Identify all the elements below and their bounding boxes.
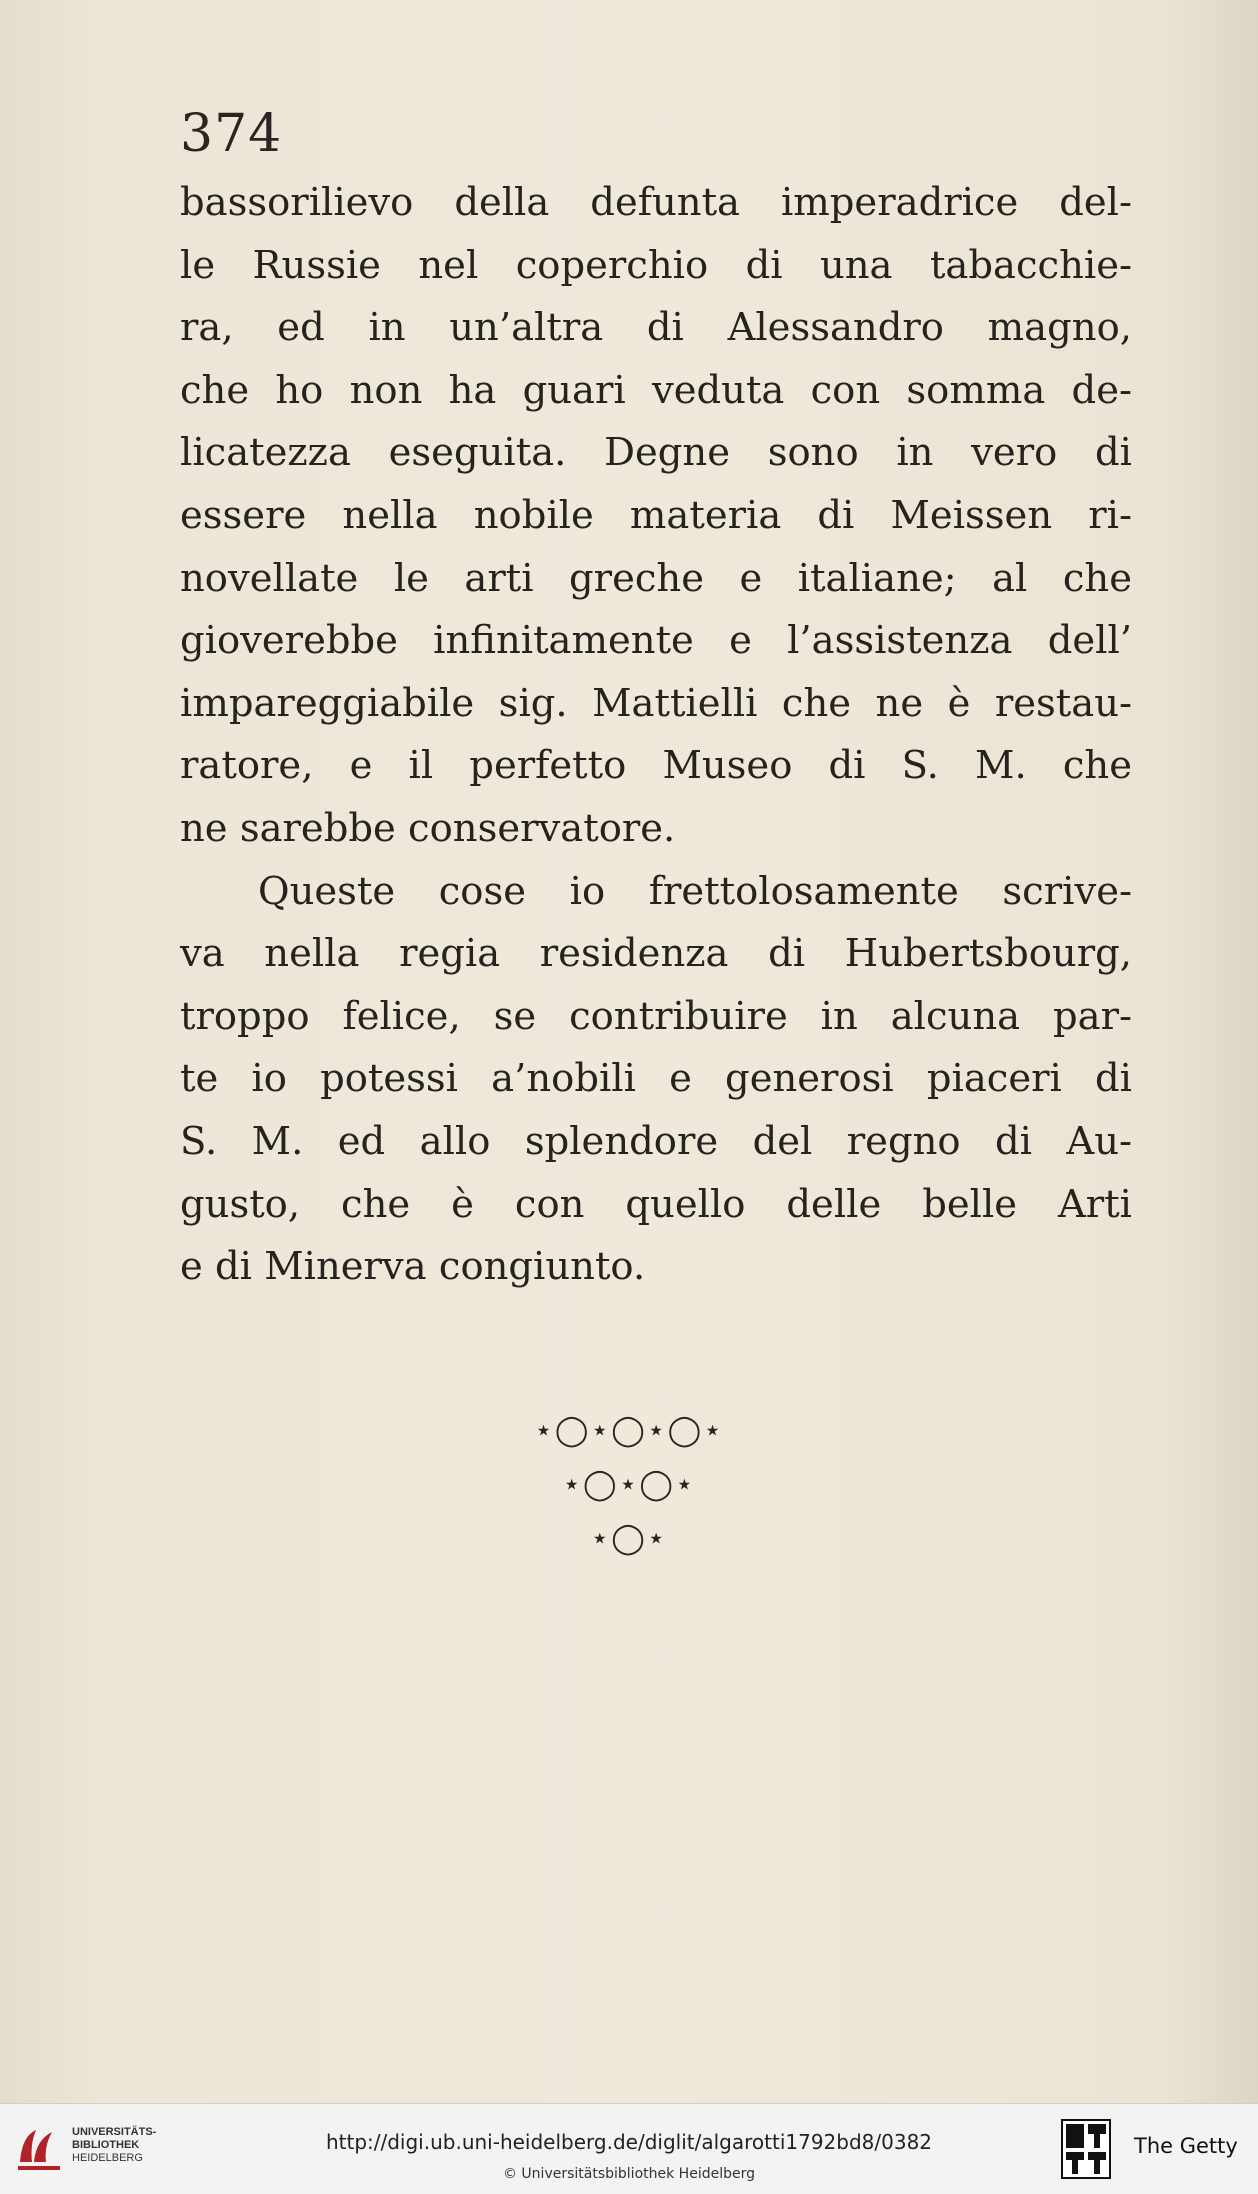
- text-line: e di Minerva congiunto.: [180, 1244, 646, 1290]
- text-line: te io potessi a’nobili e generosi piaceri di: [180, 1056, 1132, 1102]
- library-name-line: HEIDELBERG: [72, 2152, 143, 2164]
- page-number: 374: [180, 104, 283, 164]
- text-line: gusto, che è con quello delle belle Arti: [180, 1181, 1132, 1227]
- text-line: essere nella nobile materia di Meissen ri-: [180, 492, 1132, 538]
- ornament-line-3: ⋆◯⋆: [590, 1521, 668, 1556]
- text-line: impareggiabile sig. Mattielli che ne è restau-: [180, 680, 1132, 726]
- getty-logo-icon: [1060, 2118, 1112, 2180]
- text-line: che ho non ha guari veduta con somma de-: [180, 367, 1132, 413]
- text-line: ra, ed in un’altra di Alessandro magno,: [180, 305, 1132, 351]
- text-line: va nella regia residenza di Hubertsbourg,: [180, 931, 1132, 977]
- text-line: ne sarebbe conservatore.: [180, 805, 676, 851]
- library-name-line: BIBLIOTHEK: [72, 2139, 140, 2151]
- text-line: licatezza eseguita. Degne sono in vero di: [180, 430, 1132, 476]
- ornament-line-2: ⋆◯⋆◯⋆: [562, 1467, 696, 1502]
- text-line: Queste cose io frettolosamente scrive-: [258, 868, 1132, 914]
- paragraph-1: [180, 172, 1132, 861]
- text-line: S. M. ed allo splendore del regno di Au-: [180, 1118, 1132, 1164]
- copyright-notice: © Universitätsbibliothek Heidelberg: [502, 2166, 755, 2182]
- library-name-line: UNIVERSITÄTS-: [72, 2126, 157, 2138]
- text-line: ratore, e il perfetto Museo di S. M. che: [180, 743, 1132, 789]
- text-line: novellate le arti greche e italiane; al che: [180, 555, 1132, 601]
- permalink-url[interactable]: http://digi.ub.uni-heidelberg.de/diglit/algarotti1792bd8/0382: [325, 2130, 933, 2154]
- text-line: troppo felice, se contribuire in alcuna par-: [180, 993, 1132, 1039]
- ornament-line-1: ⋆◯⋆◯⋆◯⋆: [534, 1413, 724, 1448]
- footer-bar: [0, 2103, 1258, 2194]
- text-line: gioverebbe infinitamente e l’assistenza dell’: [180, 618, 1132, 664]
- text-line: bassorilievo della defunta imperadrice del-: [180, 180, 1132, 225]
- body-text: [180, 172, 1132, 1299]
- paragraph-2: [180, 861, 1132, 1299]
- partner-name: The Getty: [1134, 2134, 1238, 2158]
- text-line: le Russie nel coperchio di una tabacchie-: [180, 242, 1132, 288]
